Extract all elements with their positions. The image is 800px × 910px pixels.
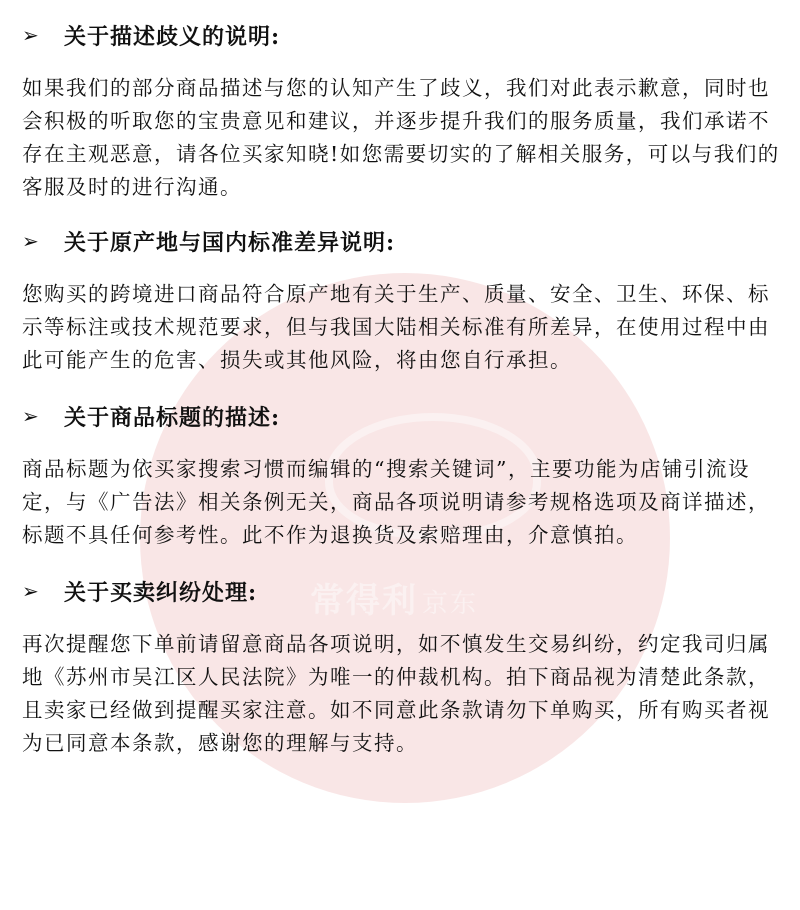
- section-heading-text: 关于描述歧义的说明:: [64, 23, 281, 50]
- section-body: 您购买的跨境进口商品符合原产地有关于生产、质量、安全、卫生、环保、标示等标注或技术规范要求，但与我国大陆相关标准有所差异，在使用过程中由此可能产生的危害、损失或其他风险，将由您自行承担。: [22, 282, 770, 372]
- arrow-bullet-icon: ➢: [22, 579, 40, 603]
- section-body: 再次提醒您下单前请留意商品各项说明，如不慎发生交易纠纷，约定我司归属地《苏州市吴江区人民法院》为唯一的仲裁机构。拍下商品视为清楚此条款，且卖家已经做到提醒买家注意。如不同意此条款请勿下单购买，所有购买者视为已同意本条款，感谢您的理解与支持。: [22, 632, 770, 755]
- section-heading-text: 关于原产地与国内标准差异说明:: [64, 229, 396, 256]
- arrow-bullet-icon: ➢: [22, 229, 40, 253]
- section-ambiguity: [22, 18, 782, 204]
- section-heading-text: 关于商品标题的描述:: [64, 404, 281, 431]
- section-heading: [22, 574, 782, 608]
- section-body: 如果我们的部分商品描述与您的认知产生了歧义，我们对此表示歉意，同时也会积极的听取您的宝贵意见和建议，并逐步提升我们的服务质量，我们承诺不存在主观恶意，请各位买家知晓!如您需要切实的了解相关服务，可以与我们的客服及时的进行沟通。: [22, 76, 780, 199]
- section-origin-standards: [22, 224, 782, 377]
- section-heading: [22, 399, 782, 433]
- watermark-logo-suffix: 京东: [422, 589, 479, 619]
- arrow-bullet-icon: ➢: [22, 23, 40, 47]
- arrow-bullet-icon: ➢: [22, 404, 40, 428]
- section-heading: [22, 224, 782, 258]
- section-heading: [22, 18, 782, 52]
- section-dispute: [22, 574, 782, 760]
- section-body: 商品标题为依买家搜索习惯而编辑的“搜索关键词”，主要功能为店铺引流设定，与《广告法》相关条例无关，商品各项说明请参考规格选项及商详描述，标题不具任何参考性。此不作为退换货及索赔理由，介意慎拍。: [22, 457, 770, 547]
- section-heading-text: 关于买卖纠纷处理:: [64, 579, 258, 606]
- watermark-logo-text: 常得利: [310, 581, 418, 621]
- notice-document: [0, 18, 800, 760]
- section-product-title: [22, 399, 782, 552]
